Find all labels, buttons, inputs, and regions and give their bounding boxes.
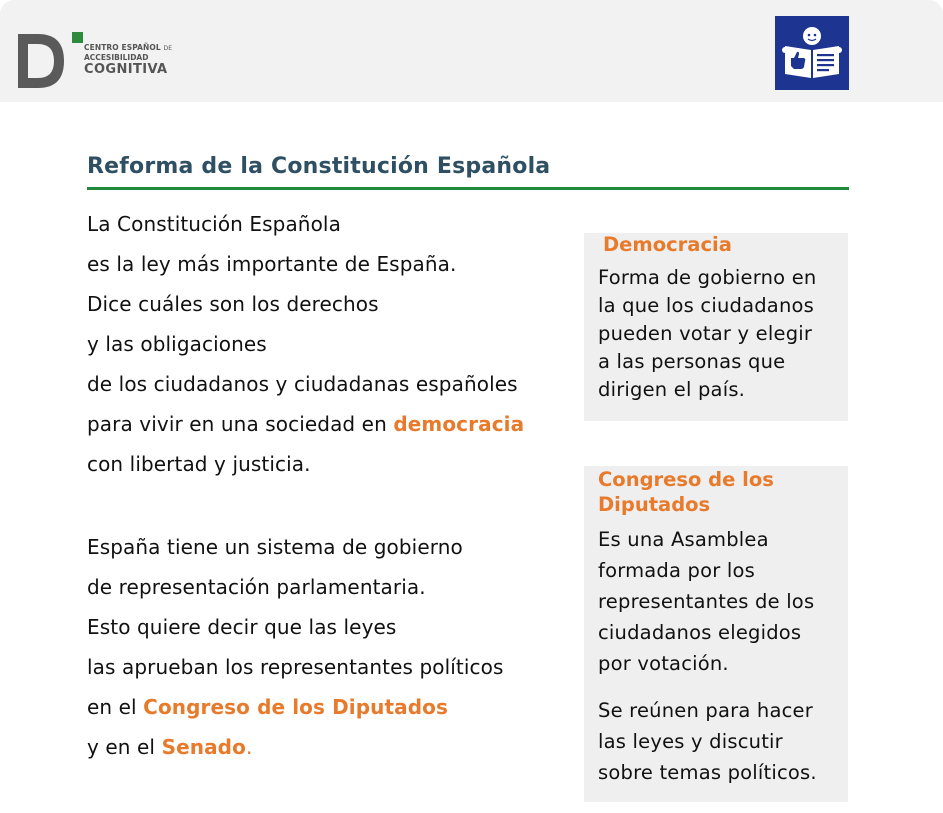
logo-line-3: COGNITIVA <box>84 62 168 77</box>
logo-line-2: ACCESIBILIDAD <box>84 53 149 62</box>
glossary-definition-line: ciudadanos elegidos <box>598 621 802 644</box>
body-text-line: en el Congreso de los Diputados <box>87 695 449 719</box>
body-text-line: con libertad y justicia. <box>87 452 311 476</box>
body-text-line: para vivir en una sociedad en democracia <box>87 412 525 436</box>
logo-line-1: CENTRO ESPAÑOL DE <box>84 43 173 52</box>
glossary-definition-line: la que los ciudadanos <box>598 294 815 317</box>
page-title: Reforma de la Constitución Española <box>87 154 551 179</box>
body-text-line: España tiene un sistema de gobierno <box>87 535 463 559</box>
glossary-definition-line: Se reúnen para hacer <box>598 699 813 722</box>
glossary-definition-line: representantes de los <box>598 590 815 613</box>
body-text-line: Dice cuáles son los derechos <box>87 292 379 316</box>
glossary-definition-line: por votación. <box>598 652 729 675</box>
glossary-term: Democracia <box>603 233 732 256</box>
body-text-line: y en el Senado. <box>87 735 253 759</box>
highlight-senado: Senado <box>161 735 246 759</box>
glossary-definition-line: a las personas que <box>598 350 786 373</box>
body-text-line: La Constitución Española <box>87 212 341 236</box>
glossary-definition-line: dirigen el país. <box>598 378 746 401</box>
glossary-definition-line: formada por los <box>598 559 755 582</box>
glossary-definition-line: sobre temas políticos. <box>598 761 817 784</box>
easy-read-icon <box>775 16 849 90</box>
glossary-term: Diputados <box>598 493 711 516</box>
body-text-line: de representación parlamentaria. <box>87 575 426 599</box>
logo-text <box>84 43 172 77</box>
body-text-line: las aprueban los representantes políticos <box>87 655 504 679</box>
title-divider <box>87 187 849 190</box>
highlight-congreso: Congreso de los Diputados <box>143 695 449 719</box>
glossary-definition-line: Es una Asamblea <box>598 528 769 551</box>
body-text-line: de los ciudadanos y ciudadanas españoles <box>87 372 518 396</box>
glossary-box-congreso <box>584 466 848 802</box>
glossary-definition-line: Forma de gobierno en <box>598 266 817 289</box>
highlight-democracia: democracia <box>393 412 525 436</box>
glossary-definition-line: pueden votar y elegir <box>598 322 813 345</box>
header-bar <box>0 0 943 102</box>
glossary-definition-line: las leyes y discutir <box>598 730 783 753</box>
body-text-line: es la ley más importante de España. <box>87 252 457 276</box>
glossary-term: Congreso de los <box>598 468 774 491</box>
body-text-line: y las obligaciones <box>87 332 267 356</box>
body-text-line: Esto quiere decir que las leyes <box>87 615 397 639</box>
glossary-box-democracia <box>584 233 848 421</box>
easy-read-badge <box>775 16 849 90</box>
